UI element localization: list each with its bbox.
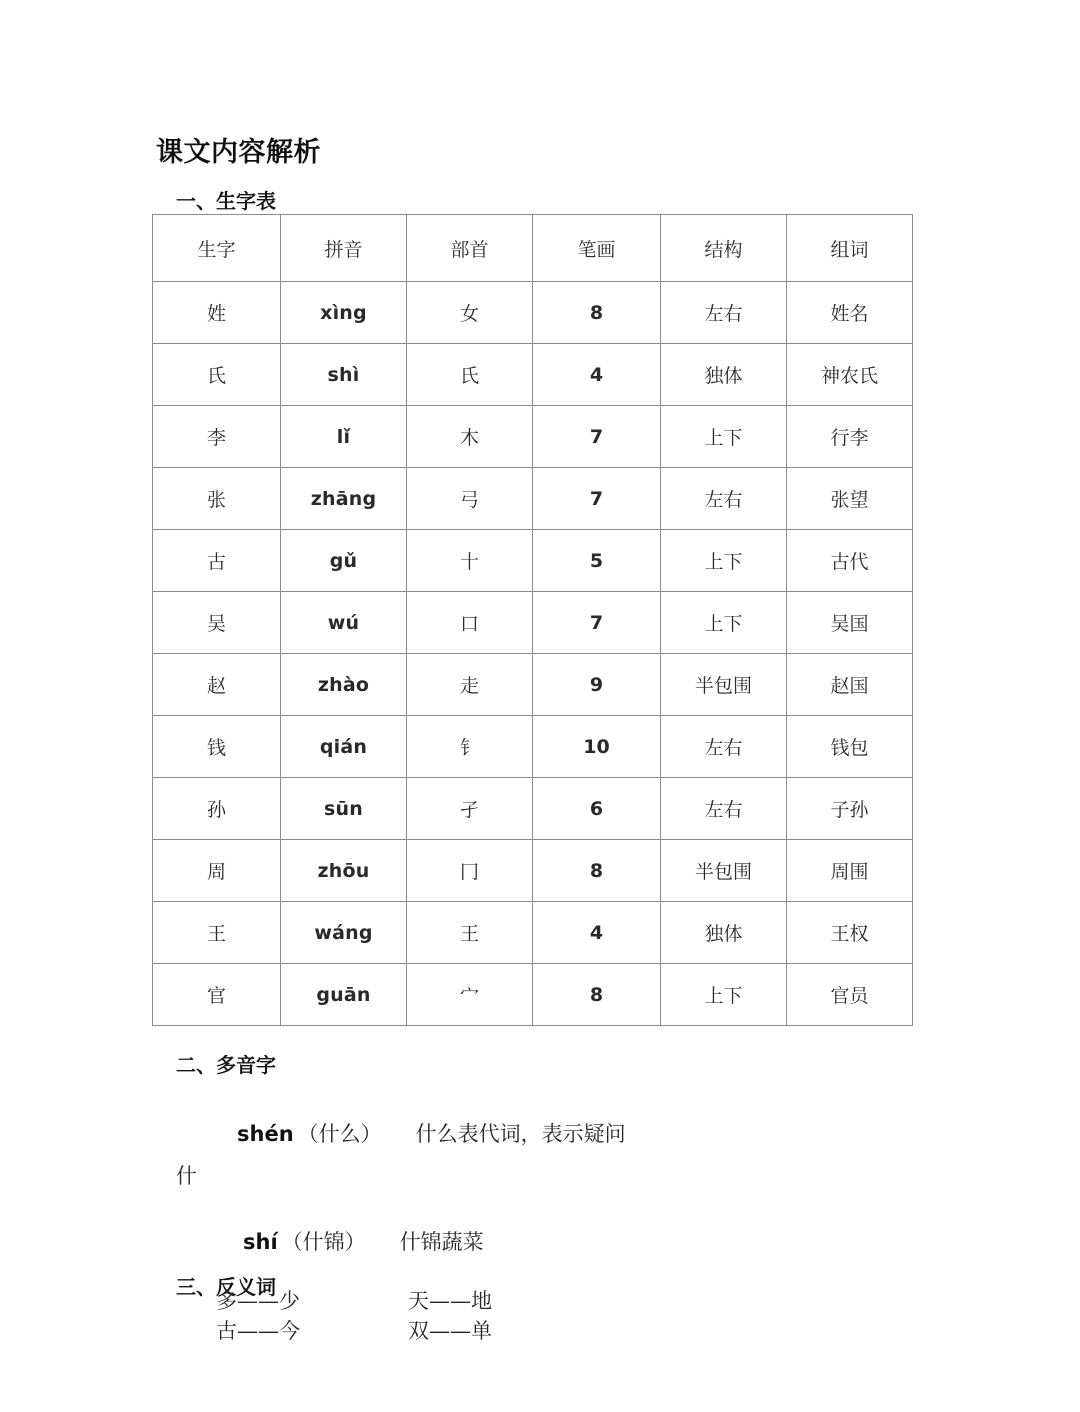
cell-zi: 孙	[153, 778, 281, 840]
cell-zi: 王	[153, 902, 281, 964]
column-header-jiegou: 结构	[661, 215, 787, 282]
cell-bushou: 木	[407, 406, 533, 468]
column-header-zuci: 组词	[787, 215, 913, 282]
cell-bihua: 5	[533, 530, 661, 592]
cell-bushou: 孑	[407, 778, 533, 840]
table-row	[153, 282, 913, 344]
cell-zuci: 赵国	[787, 654, 913, 716]
cell-zi: 姓	[153, 282, 281, 344]
polyphone-word: （什锦）	[281, 1230, 366, 1254]
cell-bihua: 9	[533, 654, 661, 716]
cell-pinyin: zhōu	[281, 840, 407, 902]
antonym-row	[216, 1286, 492, 1316]
cell-bihua: 4	[533, 902, 661, 964]
cell-bihua: 6	[533, 778, 661, 840]
cell-jiegou: 独体	[661, 344, 787, 406]
cell-pinyin: lǐ	[281, 406, 407, 468]
table-row	[153, 902, 913, 964]
cell-bihua: 8	[533, 282, 661, 344]
cell-bihua: 8	[533, 840, 661, 902]
cell-zuci: 官员	[787, 964, 913, 1026]
table-row	[153, 592, 913, 654]
cell-bihua: 4	[533, 344, 661, 406]
cell-bushou: 冂	[407, 840, 533, 902]
polyphone-word: （什么）	[297, 1122, 382, 1146]
section-heading-shengzibiao: 一、生字表	[176, 189, 276, 213]
cell-zuci: 子孙	[787, 778, 913, 840]
cell-bushou: 弓	[407, 468, 533, 530]
cell-bushou: 钅	[407, 716, 533, 778]
cell-pinyin: sūn	[281, 778, 407, 840]
cell-pinyin: shì	[281, 344, 407, 406]
cell-zuci: 神农氏	[787, 344, 913, 406]
cell-zuci: 行李	[787, 406, 913, 468]
polyphone-character: 什	[176, 1164, 197, 1188]
table-row	[153, 344, 913, 406]
cell-jiegou: 半包围	[661, 654, 787, 716]
cell-zuci: 吴国	[787, 592, 913, 654]
cell-bihua: 7	[533, 468, 661, 530]
cell-pinyin: wáng	[281, 902, 407, 964]
cell-bushou: 氏	[407, 344, 533, 406]
cell-bushou: 宀	[407, 964, 533, 1026]
table-row	[153, 716, 913, 778]
cell-zi: 张	[153, 468, 281, 530]
polyphone-pinyin: shí	[243, 1230, 278, 1254]
table-row	[153, 964, 913, 1026]
cell-jiegou: 左右	[661, 716, 787, 778]
table-row	[153, 778, 913, 840]
column-header-bihua: 笔画	[533, 215, 661, 282]
table-row	[153, 530, 913, 592]
cell-pinyin: guān	[281, 964, 407, 1026]
cell-jiegou: 上下	[661, 530, 787, 592]
cell-bihua: 7	[533, 406, 661, 468]
polyphone-pinyin: shén	[237, 1122, 294, 1146]
cell-zuci: 王权	[787, 902, 913, 964]
cell-bihua: 10	[533, 716, 661, 778]
antonym-list	[216, 1286, 492, 1346]
cell-zuci: 姓名	[787, 282, 913, 344]
cell-zuci: 钱包	[787, 716, 913, 778]
cell-jiegou: 左右	[661, 282, 787, 344]
cell-zi: 钱	[153, 716, 281, 778]
cell-jiegou: 独体	[661, 902, 787, 964]
cell-pinyin: zhào	[281, 654, 407, 716]
cell-pinyin: qián	[281, 716, 407, 778]
cell-jiegou: 上下	[661, 406, 787, 468]
cell-zuci: 张望	[787, 468, 913, 530]
cell-zi: 周	[153, 840, 281, 902]
cell-zi: 官	[153, 964, 281, 1026]
cell-bihua: 8	[533, 964, 661, 1026]
antonym-pair: 多——少	[216, 1289, 300, 1313]
cell-zi: 吴	[153, 592, 281, 654]
table-row	[153, 840, 913, 902]
cell-pinyin: xìng	[281, 282, 407, 344]
antonym-pair: 双——单	[408, 1319, 492, 1343]
table-row	[153, 468, 913, 530]
cell-bihua: 7	[533, 592, 661, 654]
charset-table	[152, 214, 913, 1026]
antonym-pair: 古——今	[216, 1319, 300, 1343]
cell-zuci: 古代	[787, 530, 913, 592]
section-heading-duoyinzi: 二、多音字	[176, 1053, 276, 1077]
table-row	[153, 406, 913, 468]
cell-jiegou: 上下	[661, 592, 787, 654]
cell-jiegou: 上下	[661, 964, 787, 1026]
column-header-bushou: 部首	[407, 215, 533, 282]
polyphone-reading-shi	[243, 1228, 484, 1256]
column-header-zi: 生字	[153, 215, 281, 282]
column-header-pinyin: 拼音	[281, 215, 407, 282]
cell-bushou: 十	[407, 530, 533, 592]
cell-jiegou: 左右	[661, 468, 787, 530]
antonym-row	[216, 1316, 492, 1346]
section-heading-fanyici: 三、反义词	[176, 1275, 276, 1299]
antonym-pair: 天——地	[408, 1289, 492, 1313]
cell-zi: 氏	[153, 344, 281, 406]
polyphone-gloss: 什么表代词，表示疑问	[415, 1122, 626, 1146]
cell-bushou: 走	[407, 654, 533, 716]
cell-pinyin: zhāng	[281, 468, 407, 530]
polyphone-gloss: 什锦蔬菜	[399, 1230, 484, 1254]
cell-jiegou: 半包围	[661, 840, 787, 902]
cell-zi: 赵	[153, 654, 281, 716]
page-title: 课文内容解析	[156, 137, 321, 168]
cell-bushou: 口	[407, 592, 533, 654]
cell-jiegou: 左右	[661, 778, 787, 840]
polyphone-reading-shen	[237, 1120, 626, 1148]
cell-pinyin: wú	[281, 592, 407, 654]
cell-zi: 古	[153, 530, 281, 592]
table-row	[153, 654, 913, 716]
cell-zi: 李	[153, 406, 281, 468]
cell-bushou: 王	[407, 902, 533, 964]
table-header-row	[153, 215, 913, 282]
cell-zuci: 周围	[787, 840, 913, 902]
cell-pinyin: gǔ	[281, 530, 407, 592]
cell-bushou: 女	[407, 282, 533, 344]
